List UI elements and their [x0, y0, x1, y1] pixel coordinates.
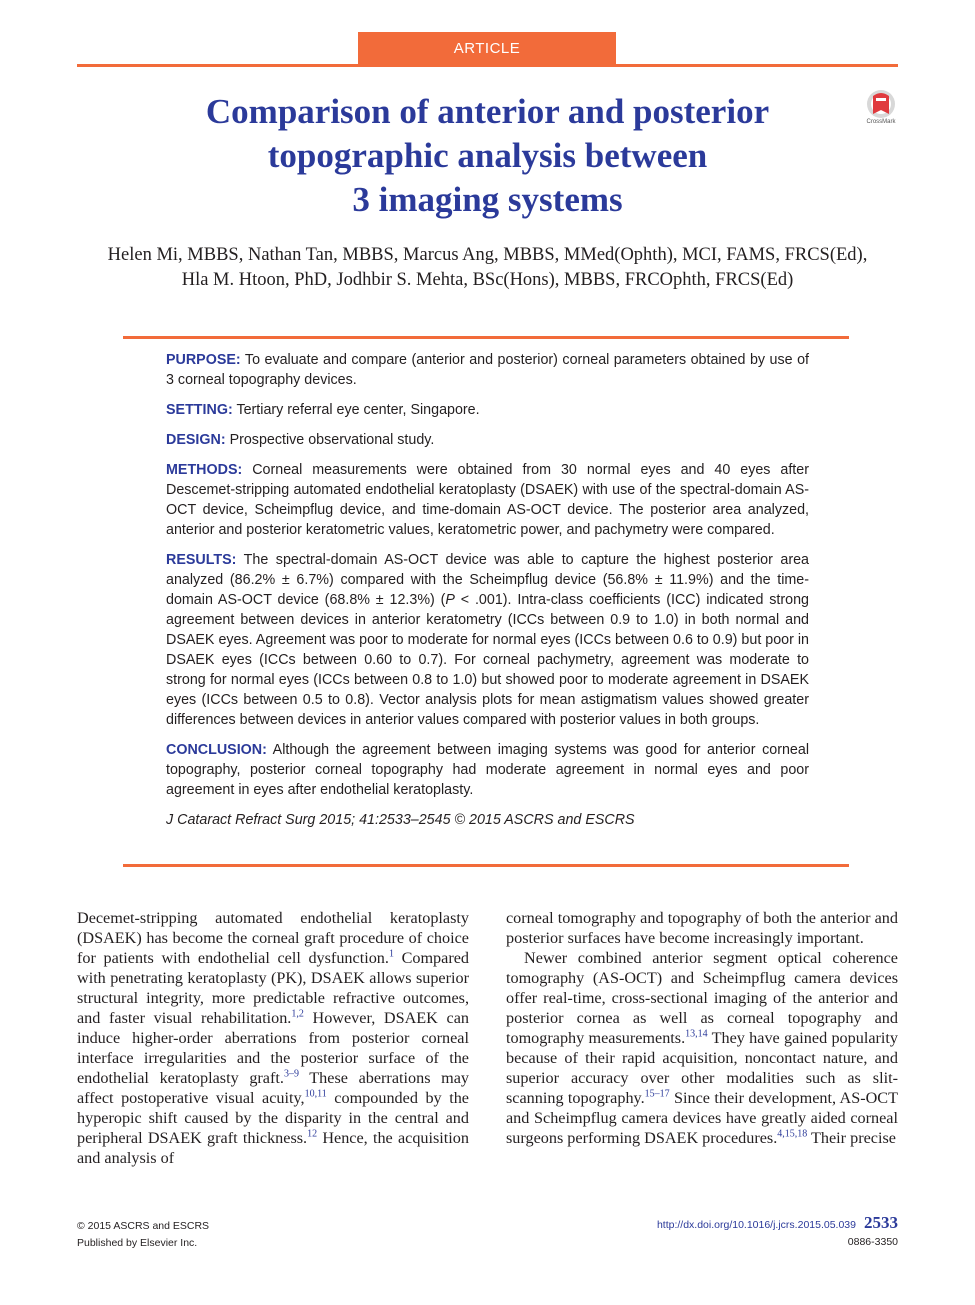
reference-link[interactable]: 15–17	[644, 1088, 670, 1100]
intro-paragraph-1	[77, 908, 469, 1168]
body-text: Compared with penetrating keratoplasty (PK), DSAEK allows superior structural integrity, more predictable refractive outcomes, and faster visual rehabilitation.	[77, 949, 469, 1027]
abstract-bottom-rule	[123, 864, 849, 867]
body-text: These aberrations may affect postoperative visual acuity,	[77, 1069, 470, 1107]
abstract-purpose	[166, 350, 809, 390]
setting-label: SETTING:	[166, 402, 233, 418]
results-text-1: The spectral-domain AS-OCT device was able to capture the highest posterior area analyzed (86.2% ± 6.7%) compared with the Scheimpflug device (56.8% ± 11.9%) and the time-domain AS-OCT device (68.8% ± 12.3%) (	[166, 552, 809, 608]
abstract-top-rule	[123, 336, 849, 339]
body-text: They have gained popularity because of their rapid acquisition, noncontact nature, and superior accuracy over other modalities such as slit-scanning topography.	[506, 1029, 898, 1107]
purpose-label: PURPOSE:	[166, 352, 241, 368]
abstract-results	[166, 550, 809, 730]
publisher: Published by Elsevier Inc.	[77, 1237, 198, 1249]
article-title	[150, 90, 825, 222]
reference-link[interactable]: 1	[388, 948, 394, 960]
crossmark-label: CrossMark	[866, 119, 896, 125]
authors-line-1: Helen Mi, MBBS, Nathan Tan, MBBS, Marcus Ang, MBBS, MMed(Ophth), MCI, FAMS, FRCS(Ed),	[107, 245, 868, 265]
methods-text: Corneal measurements were obtained from 30 normal eyes and 40 eyes after Descemet-stripping automated endothelial keratoplasty (DSAEK) with use of the spectral-domain AS-OCT device, Scheimpflug device, and time-domain AS-OCT device. The posterior area analyzed, anterior and posterior keratometric values, keratometric power, and pachymetry were compared.	[166, 462, 809, 538]
reference-link[interactable]: 10,11	[304, 1088, 327, 1100]
abstract-design	[166, 430, 809, 450]
body-column-right	[506, 908, 898, 1148]
results-label: RESULTS:	[166, 552, 237, 568]
title-line-3: 3 imaging systems	[352, 180, 623, 219]
conclusion-label: CONCLUSION:	[166, 742, 267, 758]
methods-label: METHODS:	[166, 462, 243, 478]
body-text: Since their development, AS-OCT and Scheimpflug camera devices have greatly aided corneal surgeons performing DSAEK procedures.	[506, 1089, 898, 1147]
article-type-badge: ARTICLE	[358, 32, 616, 64]
purpose-text: To evaluate and compare (anterior and posterior) corneal parameters obtained by use of 3 corneal topography devices.	[166, 352, 809, 388]
footer-right	[657, 1214, 898, 1251]
abstract-methods	[166, 460, 809, 540]
reference-link[interactable]: 4,15,18	[777, 1128, 808, 1140]
reference-link[interactable]: 3–9	[283, 1068, 299, 1080]
intro-paragraph-1-cont: corneal tomography and topography of both the anterior and posterior surfaces have become increasingly important.	[506, 909, 898, 947]
journal-citation: J Cataract Refract Surg 2015; 41:2533–2545 © 2015 ASCRS and ESCRS	[166, 812, 635, 828]
issn: 0886-3350	[847, 1236, 898, 1248]
intro-paragraph-2	[506, 948, 898, 1148]
title-line-1: Comparison of anterior and posterior	[205, 92, 770, 131]
reference-link[interactable]: 1,2	[291, 1008, 304, 1020]
setting-text: Tertiary referral eye center, Singapore.	[236, 402, 480, 418]
page-number: 2533	[864, 1213, 898, 1232]
doi-link[interactable]: http://dx.doi.org/10.1016/j.jcrs.2015.05.039	[656, 1219, 856, 1231]
design-text: Prospective observational study.	[229, 432, 435, 448]
design-label: DESIGN:	[166, 432, 226, 448]
author-list	[77, 243, 898, 293]
header-rule	[77, 64, 898, 67]
title-line-2: topographic analysis between	[267, 136, 708, 175]
abstract	[166, 350, 809, 840]
conclusion-text: Although the agreement between imaging systems was good for anterior corneal topography, posterior corneal topography had moderate agreement in normal eyes and poor agreement in eyes after endothelial keratoplasty.	[166, 742, 809, 798]
body-text: compounded by the hyperopic shift caused by the disparity in the central and peripheral DSAEK graft thickness.	[77, 1089, 469, 1147]
body-column-left	[77, 908, 469, 1168]
abstract-setting	[166, 400, 809, 420]
body-text: Hence, the acquisition and analysis of	[77, 1129, 469, 1167]
reference-link[interactable]: 12	[307, 1128, 318, 1140]
body-text: Their precise	[807, 1129, 896, 1147]
reference-link[interactable]: 13,14	[685, 1028, 708, 1040]
body-text: However, DSAEK can induce higher-order aberrations from posterior corneal interface irregularities and the posterior surface of the endothelial keratoplasty graft.	[77, 1009, 469, 1087]
footer-left	[77, 1218, 209, 1252]
body-text: Decemet-stripping automated endothelial keratoplasty (DSAEK) has become the corneal graft procedure of choice for patients with endothelial cell dysfunction.	[77, 909, 469, 967]
copyright: © 2015 ASCRS and ESCRS	[77, 1220, 210, 1232]
results-text-2: < .001). Intra-class coefficients (ICC) indicated strong agreement between devices in anterior keratometry (ICCs between 0.9 to 1.0) in both normal and DSAEK eyes. Agreement was poor to moderate for normal eyes (ICCs between 0.6 to 0.9) but poor in DSAEK eyes (ICCs between 0.60 to 0.7). For corneal pachymetry, agreement was moderate to strong for normal eyes (ICCs between 0.8 to 1.0) but showed poor to moderate agreement in DSAEK eyes (ICCs between 0.5 to 0.8). Vector analysis plots for mean astigmatism values showed greater differences between devices in anterior values compared with posterior values in both groups.	[166, 592, 809, 728]
body-text: Newer combined anterior segment optical coherence tomography (AS-OCT) and Scheimpflug camera devices offer real-time, cross-sectional imaging of the anterior and posterior cornea as well as corneal topography and tomography measurements.	[506, 949, 898, 1047]
authors-line-2: Hla M. Htoon, PhD, Jodhbir S. Mehta, BSc(Hons), MBBS, FRCOphth, FRCS(Ed)	[181, 270, 794, 290]
abstract-conclusion	[166, 740, 809, 800]
p-value-symbol: P	[445, 592, 455, 608]
